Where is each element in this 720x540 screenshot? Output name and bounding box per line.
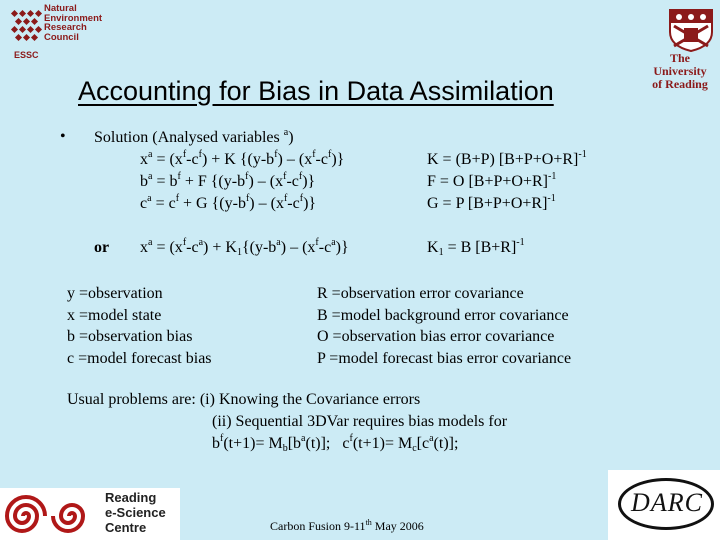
university-shield-icon: [668, 8, 714, 52]
essc-label: ESSC: [14, 50, 39, 60]
rec-line-2: e-Science: [105, 505, 166, 520]
equation-xa-alt: $x^a = (x^f-c^a) + K_1\{(y-b^a) - (x^f-c^a)\}$: [140, 237, 349, 258]
definitions-left: [67, 283, 212, 369]
nerc-line-research: Research: [44, 22, 87, 34]
equation-f: F = O $[B+P+O+R]^{-1}$: [427, 171, 557, 190]
darc-label: DARC: [631, 488, 703, 517]
usual-problems-2: (ii) Sequential 3DVar requires bias models for: [212, 413, 508, 430]
definition-x: x =model state: [67, 306, 162, 324]
definition-r: R =observation error covariance: [317, 285, 524, 302]
definition-p: P =model forecast bias error covariance: [317, 349, 572, 367]
equation-k: K = (B+P) $[B+P+O+R]^{-1}$: [427, 149, 587, 168]
equation-ba: $b^a = b^f + F$ $\{(y-b^f) - (x^f-c^f)\}$: [140, 171, 316, 190]
equation-xa: $x^a = (x^f-c^f) + K$ $\{(y-b^f) - (x^f-c^f)\}$: [140, 149, 345, 168]
nerc-line-natural: Natural: [44, 3, 77, 14]
footer-text: Carbon Fusion 9-11th May 2006: [270, 518, 424, 533]
bullet-icon: •: [60, 128, 66, 145]
or-label: or: [94, 239, 110, 256]
definition-o: O =observation bias error covariance: [317, 328, 555, 345]
definitions-right: [317, 283, 571, 369]
spiral-icon: [2, 490, 98, 540]
slide-title: Accounting for Bias in Data Assimilation: [78, 76, 554, 106]
definition-bb: B =model background error covariance: [317, 306, 569, 324]
rec-line-1: Reading: [105, 490, 157, 505]
definition-b: b =observation bias: [67, 328, 193, 345]
rec-line-3: Centre: [105, 520, 147, 535]
university-name: [644, 52, 716, 91]
university-line-2: University: [653, 64, 707, 78]
usual-problems-1: Usual problems are: (i) Knowing the Covariance errors: [67, 391, 421, 408]
solution-intro: Solution (Analysed variables $^a$): [94, 127, 294, 146]
equation-ca: $c^a = c^f + G$ $\{(y-b^f) - (x^f-c^f)\}$: [140, 193, 317, 212]
university-line-1: The: [669, 51, 690, 65]
equation-k1: $K_1 = B$ $[B+R]^{-1}$: [427, 237, 525, 258]
nerc-line-council: Council: [44, 31, 79, 43]
definition-y: y =observation: [67, 285, 163, 302]
nerc-line-environment: Environment: [44, 12, 103, 24]
university-line-3: of Reading: [652, 77, 708, 91]
definition-c: c =model forecast bias: [67, 349, 212, 367]
equation-g: G = P $[B+P+O+R]^{-1}$: [427, 193, 556, 212]
rec-name: [105, 490, 166, 535]
usual-problems-3: $b^f(t+1)= M_b[b^a(t)]$; $c^f(t+1)= M_c[c^a(t)]$;: [212, 433, 459, 454]
nerc-name: [44, 4, 102, 42]
